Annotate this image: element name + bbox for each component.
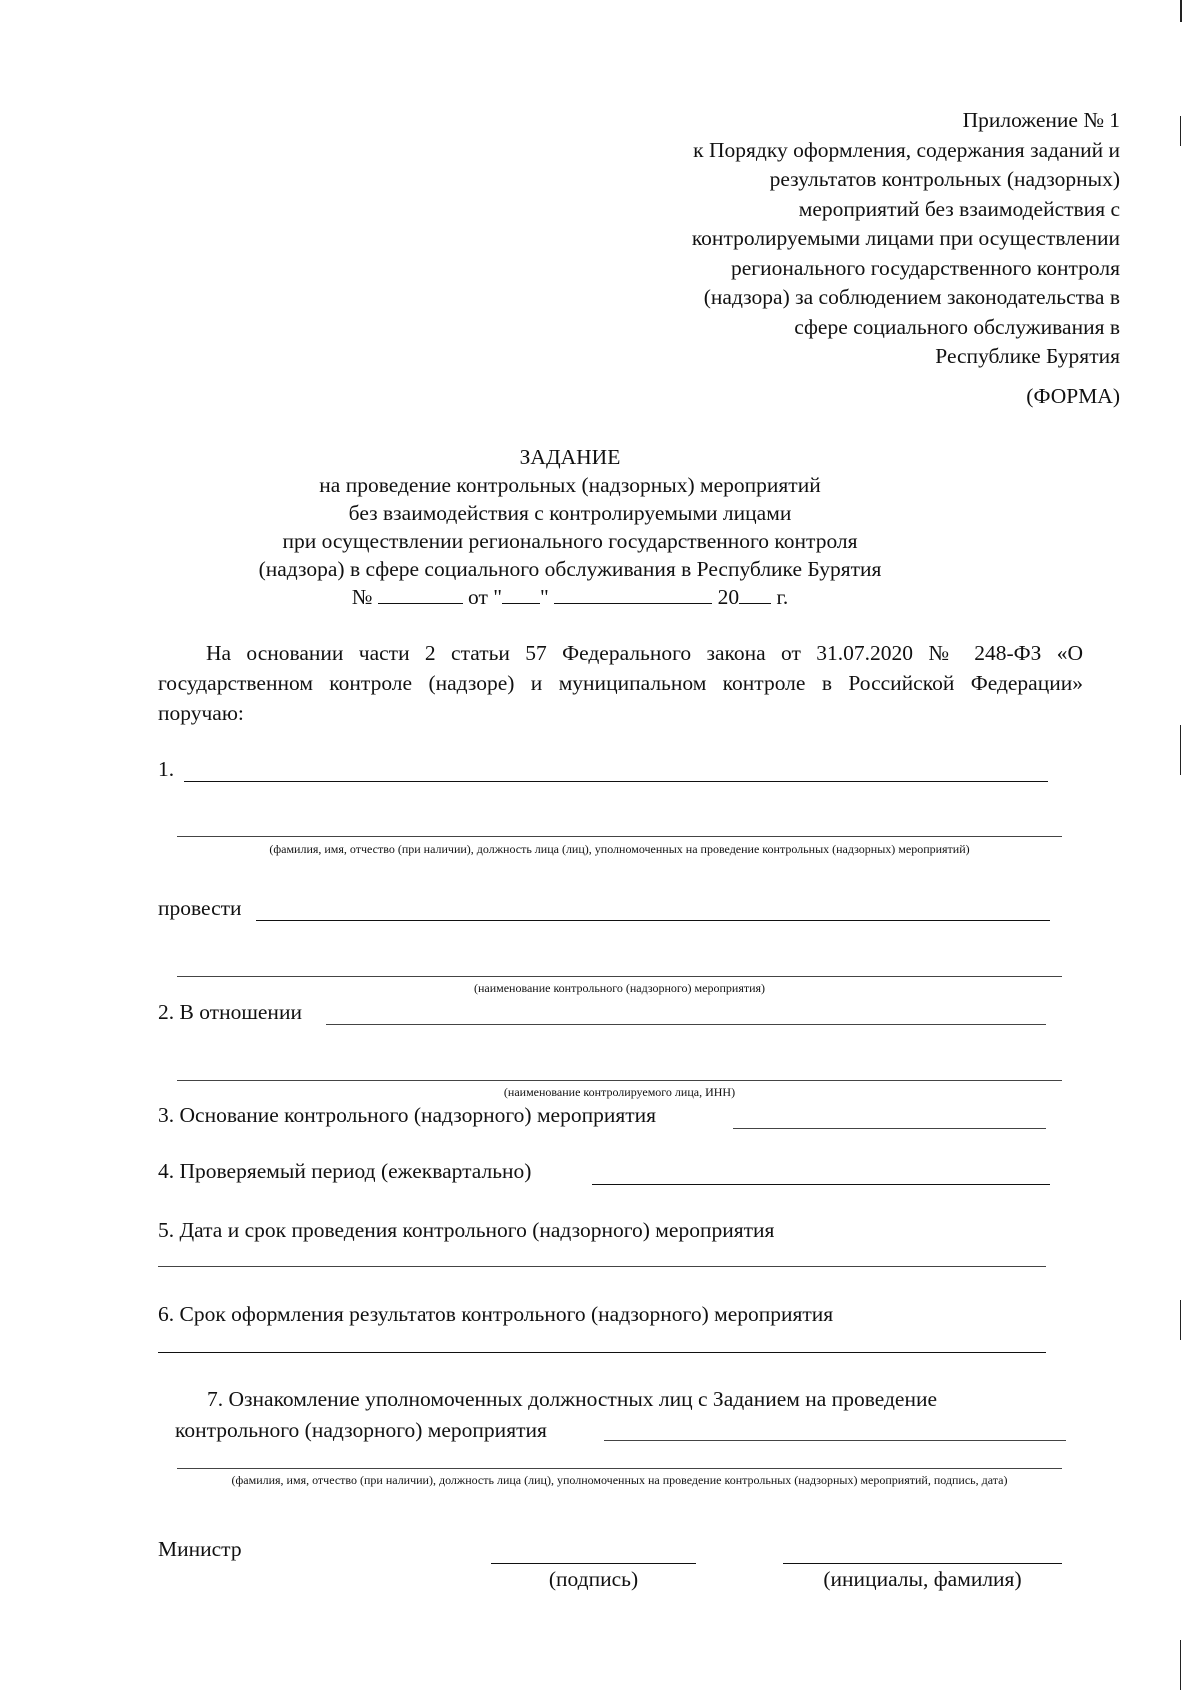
- conduct-field-continued[interactable]: [177, 976, 1062, 977]
- item-4-label: 4. Проверяемый период (ежеквартально): [158, 1159, 532, 1183]
- title-line: на проведение контрольных (надзорных) мероприятий: [319, 473, 821, 497]
- signature-caption: (подпись): [548, 1567, 639, 1591]
- name-caption: (инициалы, фамилия): [823, 1567, 1022, 1591]
- item-7-label-line1: 7. Ознакомление уполномоченных должностных лиц с Заданием на проведение: [207, 1387, 938, 1411]
- appendix-line: результатов контрольных (надзорных): [769, 167, 1120, 191]
- item-6-label: 6. Срок оформления результатов контрольного (надзорного) мероприятия: [158, 1302, 834, 1326]
- name-field[interactable]: [783, 1563, 1062, 1564]
- item-7-field[interactable]: [604, 1440, 1066, 1441]
- appendix-line: к Порядку оформления, содержания заданий и: [693, 137, 1120, 162]
- title-line: при осуществлении регионального государственного контроля: [282, 529, 858, 553]
- item-6-field[interactable]: [158, 1352, 1046, 1353]
- month-field[interactable]: [554, 585, 712, 604]
- scan-edge-mark: [1180, 1300, 1181, 1340]
- item-1-field[interactable]: [184, 781, 1048, 782]
- appendix-line: Приложение № 1: [962, 108, 1120, 132]
- item-5-field[interactable]: [158, 1266, 1046, 1267]
- document-title: [170, 443, 970, 611]
- item-7-field-continued[interactable]: [177, 1468, 1062, 1469]
- basis-paragraph: На основании части 2 статьи 57 Федерального закона от 31.07.2020 № 248-ФЗ «О государственном контроле (надзоре) и муниципальном контроле в Российской Федерации» поручаю:: [158, 641, 1083, 725]
- appendix-line: Республике Бурятия: [935, 344, 1120, 368]
- appendix-line: контролируемыми лицами при осуществлении: [691, 226, 1120, 250]
- title-line: (надзора) в сфере социального обслуживания в Республике Бурятия: [258, 557, 882, 581]
- item-1-caption: (фамилия, имя, отчество (при наличии), должность лица (лиц), уполномоченных на проведение контрольных (надзорных) мероприятий): [269, 842, 970, 856]
- year-prefix: 20: [717, 585, 740, 609]
- year-field[interactable]: [739, 585, 771, 604]
- item-2-label: 2. В отношении: [158, 1000, 302, 1024]
- number-date-line: [170, 583, 970, 611]
- item-5-label: 5. Дата и срок проведения контрольного (надзорного) мероприятия: [158, 1218, 775, 1242]
- item-7-label-line2: контрольного (надзорного) мероприятия: [175, 1418, 547, 1442]
- scan-edge-mark: [1180, 0, 1182, 22]
- scan-edge-mark: [1180, 1640, 1181, 1690]
- scan-edge-mark: [1180, 116, 1181, 146]
- item-4-field[interactable]: [592, 1184, 1050, 1185]
- scan-edge-mark: [1180, 725, 1181, 775]
- conduct-label: провести: [158, 896, 242, 920]
- item-2-field-continued[interactable]: [177, 1080, 1062, 1081]
- from-label: от ": [468, 585, 503, 609]
- signature-field[interactable]: [491, 1563, 696, 1564]
- quote-close: ": [540, 585, 549, 609]
- number-field[interactable]: [378, 585, 463, 604]
- appendix-line: регионального государственного контроля: [730, 255, 1120, 280]
- number-prefix: №: [351, 585, 373, 609]
- appendix-line: (надзора) за соблюдением законодательства в: [703, 285, 1120, 309]
- title-line: без взаимодействия с контролируемыми лицами: [348, 501, 792, 525]
- item-2-caption: (наименование контролируемого лица, ИНН): [503, 1085, 736, 1099]
- item-2-field[interactable]: [326, 1024, 1046, 1025]
- item-1-field-continued[interactable]: [177, 836, 1062, 837]
- title-heading: ЗАДАНИЕ: [519, 445, 621, 469]
- appendix-line: мероприятий без взаимодействия с: [798, 196, 1120, 221]
- signatory-position: Министр: [158, 1537, 242, 1561]
- conduct-caption: (наименование контрольного (надзорного) мероприятия): [473, 981, 766, 995]
- item-7-caption: (фамилия, имя, отчество (при наличии), должность лица (лиц), уполномоченных на проведение контрольных (надзорных) мероприятий, подпись, дата): [231, 1473, 1008, 1487]
- item-1-label: 1.: [158, 757, 175, 781]
- appendix-line: сфере социального обслуживания в: [794, 314, 1120, 339]
- day-field[interactable]: [502, 585, 540, 604]
- conduct-field[interactable]: [256, 920, 1050, 921]
- form-label: (ФОРМА): [1026, 384, 1120, 408]
- item-3-label: 3. Основание контрольного (надзорного) мероприятия: [158, 1103, 657, 1127]
- appendix-header: [560, 106, 1120, 372]
- item-3-field[interactable]: [733, 1128, 1046, 1129]
- year-suffix: г.: [776, 585, 789, 609]
